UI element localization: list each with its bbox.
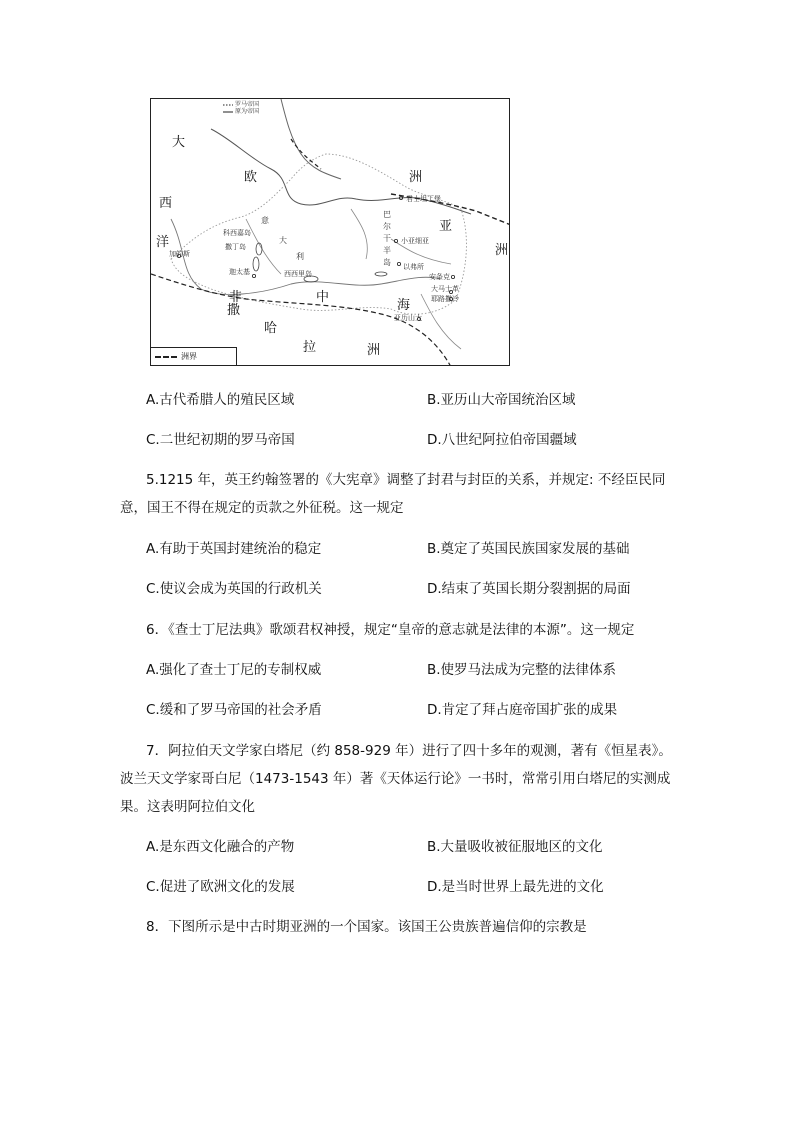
map-label-hai: 海 (397, 298, 411, 313)
q7-option-a: A.是东西文化融合的产物 (146, 839, 295, 855)
map-label-zhou-as: 洲 (495, 243, 509, 258)
map-label-alexandria: 亚历山大 (394, 314, 422, 322)
map-label-ya: 亚 (439, 219, 453, 234)
map-label-gan: 干 (383, 234, 391, 243)
map-legend-top-1: 罗马帝国 (235, 101, 260, 108)
q8-stem-line1: 8．下图所示是中古时期亚洲的一个国家。该国王公贵族普遍信仰的宗教是 (146, 919, 587, 935)
map-label-ou: 欧 (244, 170, 258, 185)
map-label-ha: 哈 (264, 321, 278, 336)
map-label-carthage: 迦太基 (229, 268, 250, 276)
q6-option-d: D.肯定了拜占庭帝国扩张的成果 (427, 702, 618, 718)
map-legend-top-2: 原为帝国 (235, 108, 260, 115)
q7-stem-line3: 果。这表明阿拉伯文化 (120, 799, 255, 815)
q6-option-c: C.缓和了罗马帝国的社会矛盾 (146, 702, 322, 718)
map-label-antioch: 安条克 (429, 273, 450, 281)
map-label-li: 利 (296, 252, 304, 261)
q4-option-d: D.八世纪阿拉伯帝国疆域 (427, 432, 577, 448)
map-label-ba: 巴 (383, 210, 391, 219)
q4-option-a: A.古代希腊人的殖民区域 (146, 392, 295, 408)
map-label-da-it: 大 (279, 236, 287, 245)
map-label-dao: 岛 (383, 258, 391, 267)
map-label-la: 拉 (303, 340, 317, 355)
map-drawing (151, 99, 510, 366)
continent-boundary-dash-icon (155, 356, 177, 358)
map-label-cadiz: 加的斯 (169, 250, 190, 258)
map-label-jerusalem: 耶路撒冷 (431, 295, 459, 303)
map-label-damascus: 大马士革 (431, 285, 459, 293)
map-label-zhou-eu: 洲 (409, 170, 423, 185)
q5-option-d: D.结束了英国长期分裂割据的局面 (427, 581, 631, 597)
map-label-sa: 撒 (227, 303, 241, 318)
q5-stem-line2: 意，国王不得在规定的贡款之外征税。这一规定 (120, 500, 404, 516)
question4-map (150, 98, 510, 366)
map-label-er: 尔 (383, 222, 391, 231)
map-label-zhong: 中 (316, 290, 330, 305)
map-label-sicily: 西西里岛 (284, 270, 312, 278)
q5-option-b: B.奠定了英国民族国家发展的基础 (427, 541, 630, 557)
map-legend (151, 347, 237, 365)
q7-option-b: B.大量吸收被征服地区的文化 (427, 839, 603, 855)
q7-option-d: D.是当时世界上最先进的文化 (427, 879, 604, 895)
map-label-junshitanding: 君士坦丁堡 (406, 195, 441, 203)
map-legend-label: 洲界 (181, 352, 197, 361)
q7-stem-line2: 波兰天文学家哥白尼（1473-1543 年）著《天体运行论》一书时，常常引用白塔尼的实测成 (120, 771, 671, 787)
map-label-da: 大 (172, 135, 186, 150)
map-label-yang: 洋 (156, 235, 170, 250)
q4-option-b: B.亚历山大帝国统治区域 (427, 392, 576, 408)
map-label-yifusuo: 以弗所 (403, 263, 424, 271)
map-label-fei: 非 (229, 290, 243, 305)
q5-option-a: A.有助于英国封建统治的稳定 (146, 541, 322, 557)
map-label-zhou-af: 洲 (367, 343, 381, 358)
q6-stem-line1: 6．《查士丁尼法典》歌颂君权神授，规定“皇帝的意志就是法律的本源”。这一规定 (146, 622, 635, 638)
q7-option-c: C.促进了欧洲文化的发展 (146, 879, 295, 895)
map-label-ban: 半 (383, 246, 391, 255)
map-label-xi: 西 (159, 196, 173, 211)
map-label-sardinia: 撒丁岛 (225, 243, 246, 251)
q6-option-a: A.强化了查士丁尼的专制权威 (146, 662, 322, 678)
q6-option-b: B.使罗马法成为完整的法律体系 (427, 662, 617, 678)
q4-option-c: C.二世纪初期的罗马帝国 (146, 432, 295, 448)
map-label-yi: 意 (261, 216, 269, 225)
q7-stem-line1: 7．阿拉伯天文学家白塔尼（约 858-929 年）进行了四十多年的观测，著有《恒星表》。 (146, 743, 672, 759)
map-label-xiaoyaxiya: 小亚细亚 (401, 237, 429, 245)
q5-stem-line1: 5.1215 年，英王约翰签署的《大宪章》调整了封君与封臣的关系，并规定: 不经臣民同 (146, 472, 666, 488)
map-label-corsica: 科西嘉岛 (223, 229, 251, 237)
q5-option-c: C.使议会成为英国的行政机关 (146, 581, 322, 597)
